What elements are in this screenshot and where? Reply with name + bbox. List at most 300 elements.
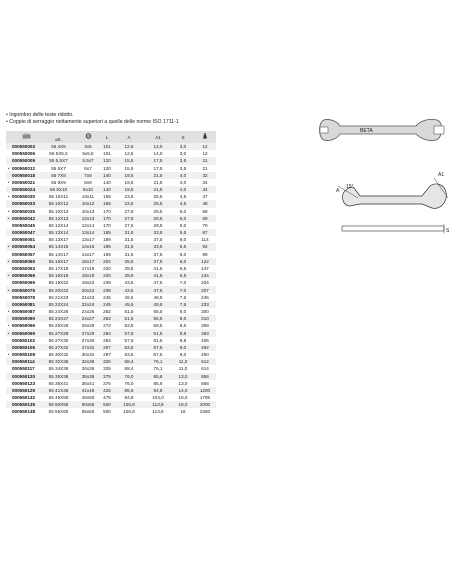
article: 55 34X36 [41,365,76,372]
dim-a: 68,4 [114,365,144,372]
thickness: 16,0 [172,401,194,408]
part-code: 000550057 [11,251,41,258]
wrench-size-icon [85,133,92,139]
dim-a: 45,5 [114,301,144,308]
dim-a: 63,5 [114,351,144,358]
size-header [76,131,100,143]
article: 55 24X26 [41,308,76,315]
wrench-dimension-drawing [336,168,450,242]
dim-a: 57,5 [114,329,144,336]
dim-a1: 55,5 [144,315,172,322]
table-row [6,387,216,394]
row-mark: • [7,287,10,293]
thickness: 4,0 [172,172,194,179]
weight: 614 [194,365,216,372]
dim-a1: 29,5 [144,222,172,229]
length: 297 [100,351,114,358]
wrench-size: 30x32 [76,351,100,358]
thickness: 5,5 [172,229,194,236]
table-row [6,165,216,172]
length: 140 [100,172,114,179]
table-row [6,365,216,372]
dim-a1: 67,5 [144,344,172,351]
wrench-size: 46x50 [76,394,100,401]
weight: 233 [194,301,216,308]
wrench-size: 10x11 [76,193,100,200]
table-row [6,208,216,215]
weight: 245 [194,294,216,301]
dim-a1: 61,5 [144,337,172,344]
wrench-size: 18x19 [76,272,100,279]
row-mark: • [7,179,10,185]
length: 236 [100,286,114,293]
thickness: 3,0 [172,150,194,157]
weight: 47 [194,193,216,200]
wrench-size: 20x22 [76,286,100,293]
table-row [6,150,216,157]
part-code: 000550006 [11,150,41,157]
table-row [6,236,216,243]
length: 140 [100,186,114,193]
thickness: 8,8 [172,329,194,336]
label-angle: 15° [346,184,354,190]
weight: 68 [194,208,216,215]
article: 55 5,5X7 [41,157,76,164]
article: 55 46X50 [41,394,76,401]
wrench-size: 13x17 [76,236,100,243]
table-row [6,157,216,164]
spec-table [6,131,216,416]
wrench-size: 12x13 [76,215,100,222]
dim-a: 106,8 [114,408,144,415]
thickness: 5,0 [172,215,194,222]
label-a: A [336,188,340,194]
wrench-size: 8x10 [76,186,100,193]
dim-a: 51,5 [114,315,144,322]
part-code: 000550075 [11,286,41,293]
length: 425 [100,387,114,394]
thickness: 7,6 [172,301,194,308]
table-row [6,322,216,329]
thickness: 8,6 [172,322,194,329]
length: 272 [100,322,114,329]
table-row [6,329,216,336]
article: 55 27X29 [41,329,76,336]
thickness: 8,0 [172,315,194,322]
part-code: 000550108 [11,351,41,358]
weight: 70 [194,222,216,229]
svg-text:BETA: BETA [360,128,373,134]
s-header: S [172,131,194,143]
weight: 393 [194,329,216,336]
dim-a1: 21,5 [144,179,172,186]
dim-a1: 21,5 [144,186,172,193]
thickness: 6,0 [172,236,194,243]
length: 170 [100,215,114,222]
length: 120 [100,157,114,164]
length: 185 [100,243,114,250]
dim-a1: 25,5 [144,193,172,200]
article: 55 55X60 [41,408,76,415]
article: 55 10X11 [41,193,76,200]
wrench-size: 10x13 [76,208,100,215]
dim-a1: 49,5 [144,294,172,301]
article: 55 20X22 [41,286,76,293]
weight: 490 [194,351,216,358]
weight: 359 [194,322,216,329]
dim-a1: 29,5 [144,208,172,215]
article: 55 7X8 [41,172,76,179]
dim-a1: 37,5 [144,258,172,265]
dim-a: 19,5 [114,179,144,186]
row-mark: • [7,165,10,171]
dim-a: 19,5 [114,186,144,193]
article: 55 5X5,5 [41,150,76,157]
length: 284 [100,329,114,336]
weight: 405 [194,337,216,344]
table-row [6,344,216,351]
wrench-size: 41x46 [76,387,100,394]
wrench-size: 7x8 [76,172,100,179]
length: 189 [100,251,114,258]
article: 55 22X24 [41,301,76,308]
thickness: 7,0 [172,279,194,286]
part-code: 000550114 [11,358,41,365]
dim-a1: 61,5 [144,329,172,336]
article: 55 35X38 [41,373,76,380]
article: 55 27X32 [41,344,76,351]
dim-a1: 33,5 [144,229,172,236]
weight: 21 [194,157,216,164]
part-code: 000550105 [11,344,41,351]
dim-a1: 104,0 [144,394,172,401]
length: 325 [100,365,114,372]
weight: 2350 [194,408,216,415]
wrench-size: 8x9 [76,179,100,186]
table-row [6,294,216,301]
dim-a1: 37,5 [144,236,172,243]
part-code: 000550138 [11,408,41,415]
part-code: 000550054 [11,243,41,250]
table-row [6,272,216,279]
dim-a: 68,4 [114,358,144,365]
wrench-size: 14x17 [76,251,100,258]
table-header [6,131,216,143]
row-mark: • [7,194,10,200]
thickness: 4,0 [172,179,194,186]
weight: 34 [194,179,216,186]
wrench-size: 50x55 [76,401,100,408]
dim-a: 23,5 [114,200,144,207]
weight: 114 [194,236,216,243]
length: 170 [100,222,114,229]
dim-a: 15,5 [114,157,144,164]
dim-a: 31,5 [114,229,144,236]
note-torque: • Coppie di serraggio nettamente superiori a quelle delle norme ISO 1711-1 [6,119,306,126]
wrench-size: 12x14 [76,222,100,229]
dim-a: 27,5 [114,215,144,222]
article: 55 27X30 [41,337,76,344]
article: 55 12X13 [41,215,76,222]
part-code: 000550132 [11,394,41,401]
weight: 12 [194,143,216,150]
length: 297 [100,344,114,351]
article: 55 21X23 [41,294,76,301]
length: 262 [100,308,114,315]
dim-a: 35,5 [114,258,144,265]
dim-a: 45,5 [114,294,144,301]
article: 55 13X17 [41,236,76,243]
weight: 1200 [194,387,216,394]
dim-a1: 113,8 [144,401,172,408]
weight: 69 [194,215,216,222]
part-code: 000550090 [11,315,41,322]
wrench-size: 4x5 [76,143,100,150]
article: 55 24X27 [41,315,76,322]
article: 55 12X14 [41,222,76,229]
length: 170 [100,208,114,215]
wrench-size: 24x27 [76,315,100,322]
art-header: art. [41,131,76,143]
weight: 858 [194,380,216,387]
weight: 48 [194,200,216,207]
part-code: 000550021 [11,179,41,186]
article: 55 32X36 [41,358,76,365]
wrench-size: 6x7 [76,165,100,172]
wrench-size: 27x30 [76,337,100,344]
thickness: 4,5 [172,193,194,200]
length: 101 [100,143,114,150]
part-code: 000550135 [11,401,41,408]
dim-a: 106,8 [114,401,144,408]
table-row [6,351,216,358]
dim-a1: 67,5 [144,351,172,358]
wrench-size: 36x41 [76,380,100,387]
part-code: 000550012 [11,165,41,172]
dim-a1: 25,5 [144,200,172,207]
wrench-size: 27x29 [76,329,100,336]
wrench-top-view [316,108,446,152]
feature-notes [6,112,306,126]
thickness: 13,0 [172,373,194,380]
dim-a1: 21,5 [144,172,172,179]
table-row [6,380,216,387]
weight: 204 [194,279,216,286]
thickness: 5,5 [172,243,194,250]
row-mark: • [7,330,10,336]
wrench-size: 17x19 [76,265,100,272]
length: 220 [100,265,114,272]
row-mark: • [7,323,10,329]
weight-header [194,131,216,143]
wrench-size: 55x60 [76,408,100,415]
wrench-size: 19x22 [76,279,100,286]
thickness: 9,0 [172,351,194,358]
dim-a1: 59,5 [144,322,172,329]
dim-a1: 47,5 [144,286,172,293]
weight: 2000 [194,401,216,408]
wrench-size: 35x38 [76,373,100,380]
weight: 21 [194,165,216,172]
dim-a: 39,5 [114,272,144,279]
dim-a: 27,5 [114,222,144,229]
thickness: 15,0 [172,394,194,401]
dim-a: 31,5 [114,243,144,250]
dim-a1: 85,6 [144,380,172,387]
part-code: 000550047 [11,229,41,236]
weight: 310 [194,315,216,322]
table-row [6,258,216,265]
length: 155 [100,193,114,200]
dim-a1: 33,5 [144,243,172,250]
dim-a1: 14,0 [144,150,172,157]
weight: 92 [194,243,216,250]
thickness: 11,0 [172,358,194,365]
article: 55 13X14 [41,229,76,236]
thickness: 6,0 [172,258,194,265]
weight: 147 [194,265,216,272]
table-row [6,143,216,150]
table-row [6,401,216,408]
dim-a1: 47,5 [144,279,172,286]
length: 101 [100,150,114,157]
a-header: A [114,131,144,143]
table-row [6,229,216,236]
part-code: 000550099 [11,329,41,336]
dim-a: 31,5 [114,236,144,243]
thickness: 8,8 [172,337,194,344]
part-code: 000550035 [11,208,41,215]
wrench-size: 5x5,5 [76,150,100,157]
table-row [6,337,216,344]
dim-a: 53,5 [114,322,144,329]
part-code: 000550045 [11,222,41,229]
table-row [6,315,216,322]
row-mark: • [7,258,10,264]
dim-a: 57,5 [114,337,144,344]
dim-a: 85,6 [114,387,144,394]
weight: 34 [194,186,216,193]
part-code: 000550009 [11,157,41,164]
part-code: 000550024 [11,186,41,193]
part-code: 000550123 [11,380,41,387]
a1-header: A1 [144,131,172,143]
wrench-size: 21x23 [76,294,100,301]
length: 500 [100,408,114,415]
length: 202 [100,258,114,265]
dim-a: 19,5 [114,172,144,179]
wrench-size: 13x14 [76,229,100,236]
length: 284 [100,337,114,344]
dim-a1: 41,5 [144,265,172,272]
thickness: 6,5 [172,272,194,279]
table-row [6,265,216,272]
dim-a1: 17,5 [144,165,172,172]
wrench-size: 16x17 [76,258,100,265]
dim-a: 43,5 [114,279,144,286]
dim-a1: 55,5 [144,308,172,315]
dim-a: 12,5 [114,143,144,150]
part-code: 000550102 [11,337,41,344]
dim-a: 76,0 [114,380,144,387]
table-row [6,179,216,186]
table-row [6,222,216,229]
table-row [6,251,216,258]
table-row [6,373,216,380]
weight: 87 [194,229,216,236]
thickness: 6,0 [172,251,194,258]
dim-a1: 76,1 [144,365,172,372]
table-row [6,193,216,200]
table-row [6,308,216,315]
dim-a: 12,5 [114,150,144,157]
weight: 612 [194,358,216,365]
article: 55 10X13 [41,208,76,215]
part-code: 000550078 [11,294,41,301]
row-mark: • [7,352,10,358]
length: 120 [100,165,114,172]
wrench-size: 5,5x7 [76,157,100,164]
dim-a1: 85,6 [144,373,172,380]
length: 475 [100,394,114,401]
thickness: 8,0 [172,308,194,315]
dim-a1: 37,5 [144,251,172,258]
dim-a: 39,5 [114,265,144,272]
dim-a1: 49,5 [144,301,172,308]
part-code: 000550051 [11,236,41,243]
thickness: 6,5 [172,265,194,272]
length: 140 [100,179,114,186]
dim-a1: 17,5 [144,157,172,164]
part-code: 000550081 [11,301,41,308]
part-code: 000550096 [11,322,41,329]
part-code: 000550087 [11,308,41,315]
table-row [6,215,216,222]
weight: 1785 [194,394,216,401]
dim-a: 31,5 [114,251,144,258]
length: 375 [100,373,114,380]
length: 325 [100,358,114,365]
table-row [6,200,216,207]
dim-a1: 113,8 [144,408,172,415]
dim-a: 23,5 [114,193,144,200]
article: 55 18X19 [41,272,76,279]
dim-a1: 94,8 [144,387,172,394]
dim-a1: 14,0 [144,143,172,150]
article: 55 14X15 [41,243,76,250]
row-mark: • [7,215,10,221]
weight: 99 [194,251,216,258]
weight: 856 [194,373,216,380]
article: 55 10X12 [41,200,76,207]
package-icon [22,133,31,139]
thickness: 4,5 [172,200,194,207]
length: 236 [100,279,114,286]
part-code: 000550069 [11,279,41,286]
thickness: 16 [172,408,194,415]
weight: 300 [194,308,216,315]
weight-icon [202,133,208,139]
wrench-size: 10x12 [76,200,100,207]
wrench-size: 22x24 [76,301,100,308]
part-code: 000550033 [11,200,41,207]
weight: 12 [194,150,216,157]
article: 55 8X10 [41,186,76,193]
table-row [6,394,216,401]
thickness: 13,0 [172,380,194,387]
table-row [6,243,216,250]
dim-a: 43,5 [114,286,144,293]
